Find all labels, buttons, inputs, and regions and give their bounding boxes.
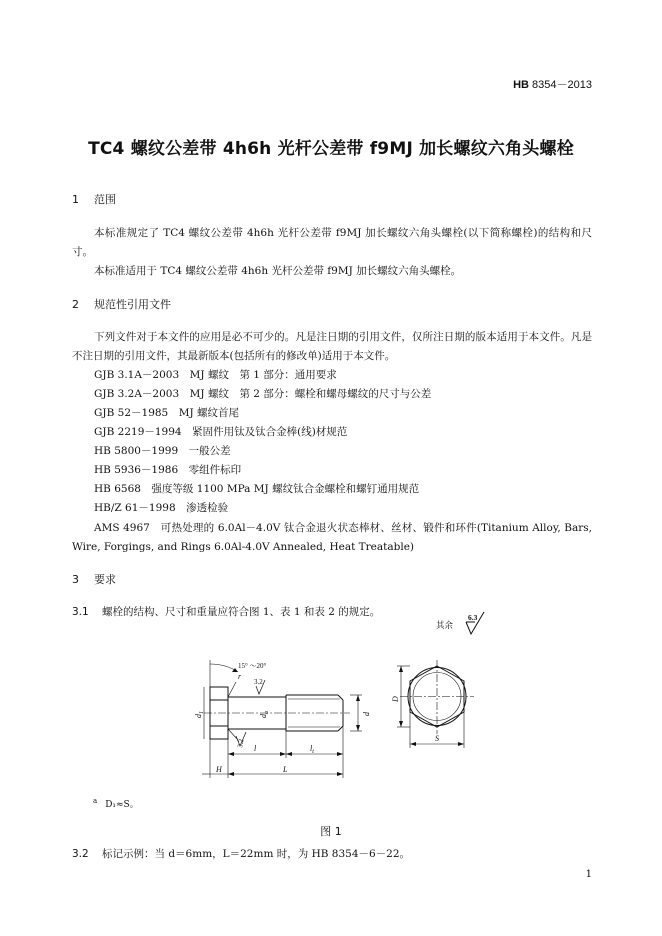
page-number: 1: [585, 869, 592, 880]
ra-bottom-label: 3.2: [236, 738, 246, 749]
clause-3-1: 3.1 螺栓的结构、尺寸和重量应符合图 1、表 1 和表 2 的规定。: [72, 606, 381, 618]
section-2-heading: 2 规范性引用文件: [72, 298, 171, 311]
section-1-heading: 1 范围: [72, 193, 116, 206]
H-label: H: [216, 765, 222, 774]
scope-paragraph-2: 本标准适用于 TC4 螺纹公差带 4h6h 光杆公差带 f9MJ 加长螺纹六角头螺栓。: [94, 265, 462, 277]
section-3-heading: 3 要求: [72, 573, 116, 586]
scope-paragraph-1: 本标准规定了 TC4 螺纹公差带 4h6h 光杆公差带 f9MJ 加长螺纹六角头螺栓(以下简称螺栓)的结构和尺寸。: [72, 227, 592, 258]
S-label: S: [435, 734, 439, 743]
reference-item: HB/Z 61－1998 渗透检验: [94, 502, 229, 514]
references-intro: 下列文件对于本文件的应用是必不可少的。凡是注日期的引用文件，仅所注日期的版本适用于本文件。凡是不注日期的引用文件，其最新版本(包括所有的修改单)适用于本文件。: [72, 331, 592, 362]
ra-top-label: 3.2: [254, 678, 263, 686]
d-label: d: [362, 712, 371, 716]
d1-label: $d_1$: [194, 711, 205, 718]
figure-footnote: $^a$ D₁≈S。: [93, 797, 139, 810]
roughness-note-label: 其余: [436, 621, 454, 631]
bolt-end-view: [392, 660, 492, 760]
standard-code: HB 8354－2013: [513, 79, 592, 91]
figure-caption: 图 1: [320, 825, 342, 838]
reference-ams: AMS 4967 可热处理的 6.0Al－4.0V 钛合金退火状态棒材、丝材、锻件和环件(Titanium Alloy, Bars, Wire, Forgings, and Rings 6.0Al-4.0V Annealed, Heat Treatable): [72, 522, 592, 553]
clause-3-2: 3.2 标记示例：当 d＝6mm，L＝22mm 时，为 HB 8354－6－22。: [72, 848, 411, 860]
lt-label: $l_t$: [310, 744, 314, 755]
reference-item: GJB 3.1A－2003 MJ 螺纹 第 1 部分：通用要求: [94, 369, 337, 381]
D-label: D: [391, 696, 400, 702]
reference-item: GJB 52－1985 MJ 螺纹首尾: [94, 407, 240, 419]
reference-item: GJB 3.2A－2003 MJ 螺纹 第 2 部分：螺栓和螺母螺纹的尺寸与公差: [94, 388, 432, 400]
L-label: L: [283, 765, 288, 774]
bolt-side-view: [180, 650, 380, 790]
reference-item: GJB 2219－1994 紧固件用钛及钛合金棒(线)材规范: [94, 426, 348, 438]
reference-item: HB 5936－1986 零组件标印: [94, 464, 242, 476]
r-label: r: [238, 672, 242, 681]
angle-label: 15° ～20°: [238, 662, 267, 670]
l-label: l: [254, 744, 257, 753]
reference-item: HB 5800－1999 一般公差: [94, 445, 231, 457]
document-title: TC4 螺纹公差带 4h6h 光杆公差带 f9MJ 加长螺纹六角头螺栓: [88, 139, 574, 159]
da-label: $d_a$: [259, 711, 270, 718]
reference-item: HB 6568 强度等级 1100 MPa MJ 螺纹钛合金螺栓和螺钉通用规范: [94, 483, 420, 495]
roughness-symbol-icon: [462, 610, 492, 640]
roughness-value: 6.3: [468, 613, 478, 622]
